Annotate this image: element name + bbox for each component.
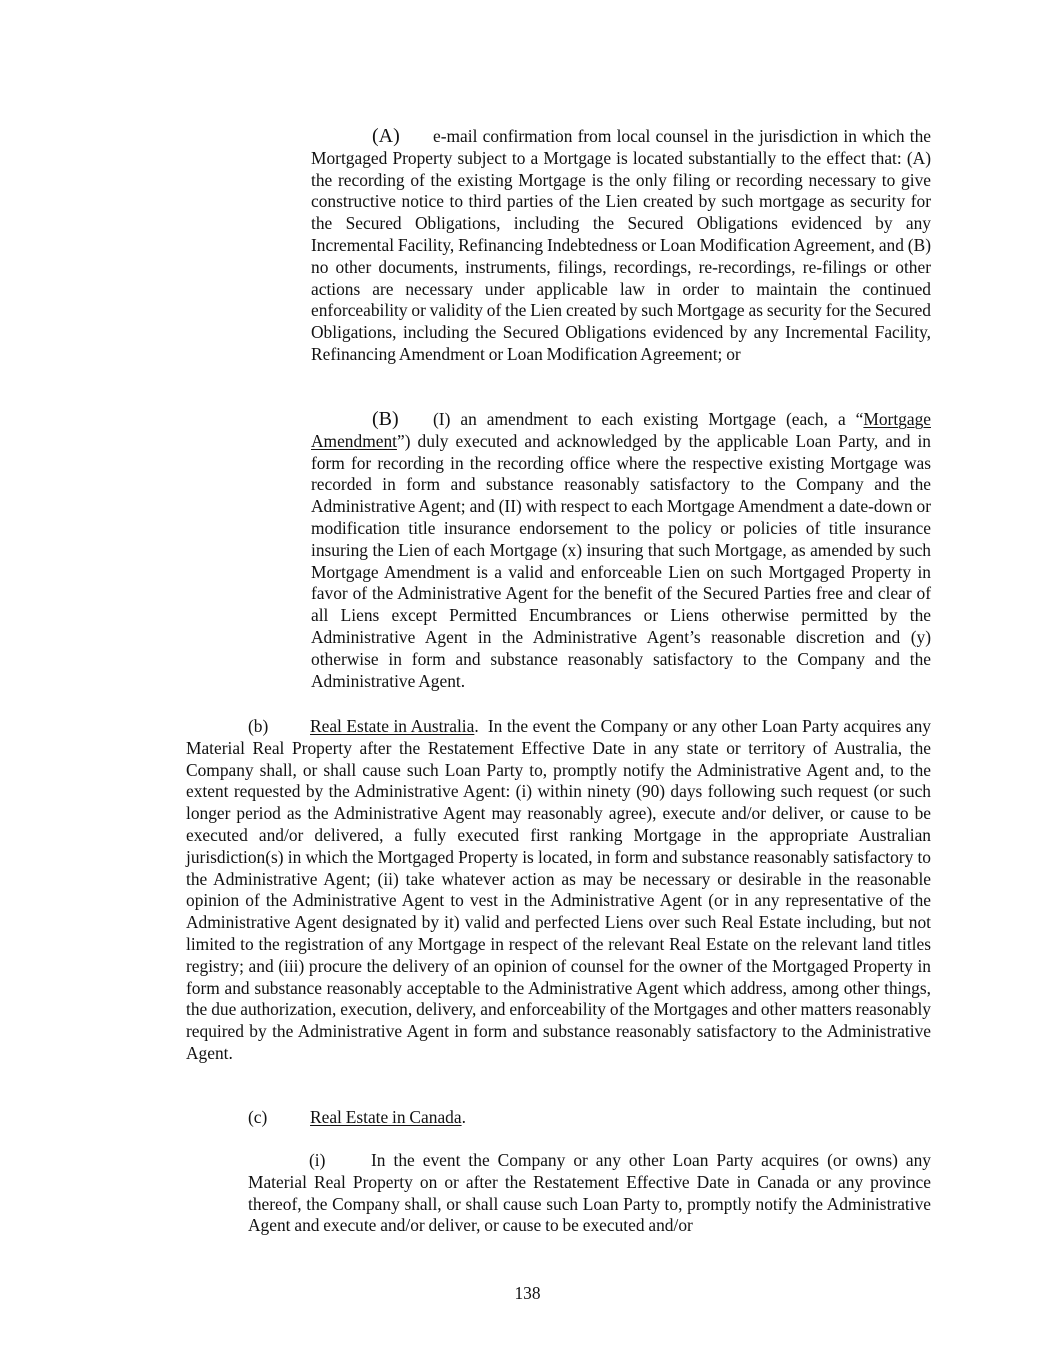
paragraph-A [311,126,931,366]
section-heading-canada: Real Estate in Canada [310,1107,462,1127]
paragraph-c-i [248,1150,931,1237]
paragraph-B [311,409,931,692]
section-heading-australia: Real Estate in Australia [310,716,475,736]
paragraph-B-text-after: ”) duly executed and acknowledged by the applicable Loan Party, and in form for recording in the recording office where the respective existing Mortgage was recorded in form and substance reasonably satisfactory to the Company and the Administrative Agent; and (II) with respect to each Mortgage Amendment a date-down or modification title insurance endorsement to the policy or policies of title insurance insuring the Lien of each Mortgage (x) insuring that such Mortgage, as amended by such Mortgage Amendment is a valid and enforceable Lien on such Mortgaged Property in favor of the Administrative Agent for the benefit of the Secured Parties free and clear of all Liens except Permitted Encumbrances or Liens otherwise permitted by the Administrative Agent in the Administrative Agent’s reasonable discretion and (y) otherwise in form and substance reasonably satisfactory to the Company and the Administrative Agent. [311,430,931,691]
paragraph-c-i-text: In the event the Company or any other Loan Party acquires (or owns) any Material Real Property on or after the Restatement Effective Date in Canada or any province thereof, the Company shall, or shall cause such Loan Party to, promptly notify the Administrative Agent and execute and/or deliver, or cause to be executed and/or [248,1150,931,1236]
paragraph-B-marker: (B) [372,408,399,430]
paragraph-b-real-estate-australia [186,716,931,1065]
paragraph-b-marker: (b) [248,716,269,736]
paragraph-c-marker: (c) [248,1107,268,1127]
defined-term-mortgage-amendment: Mortgage Amendment [311,409,931,451]
paragraph-c-i-marker: (i) [309,1150,326,1170]
paragraph-B-text-before: (I) an amendment to each existing Mortgage (each, a “ [433,409,864,429]
paragraph-A-marker: (A) [372,125,400,147]
paragraph-A-text: e-mail confirmation from local counsel in the jurisdiction in which the Mortgaged Property subject to a Mortgage is located substantially to the effect that: (A) the recording of the existing Mortgage is the only filing or recording necessary to give constructive notice to third parties of the Lien created by such mortgage as security for the Secured Obligations, including the Secured Obligations evidenced by any Incremental Facility, Refinancing Indebtedness or Loan Modification Agreement, and (B) no other documents, instruments, filings, recordings, re-recordings, re-filings or other actions are necessary under applicable law in order to maintain the continued enforceability or validity of the Lien created by such Mortgage as security for the Secured Obligations, including the Secured Obligations evidenced by any Incremental Facility, Refinancing Amendment or Loan Modification Agreement; or [311,126,931,364]
paragraph-c-real-estate-canada [186,1107,931,1129]
section-heading-canada-suffix: . [461,1107,466,1127]
page-number: 138 [514,1283,541,1303]
section-heading-australia-suffix: . [474,716,479,736]
paragraph-b-text: In the event the Company or any other Loan Party acquires any Material Real Property after the Restatement Effective Date in any state or territory of Australia, the Company shall, or shall cause such Loan Party to, promptly notify the Administrative Agent and, to the extent requested by the Administrative Agent: (i) within ninety (90) days following such request (or such longer period as the Administrative Agent may reasonably agree), execute and/or deliver, or cause to be executed and/or delivered, a fully executed first ranking Mortgage in the appropriate Australian jurisdiction(s) in which the Mortgaged Property is located, in form and substance reasonably satisfactory to the Administrative Agent; (ii) take whatever action as may be necessary or desirable in the reasonable opinion of the Administrative Agent to vest in the Administrative Agent (or in any representative of the Administrative Agent designated by it) valid and perfected Liens over such Real Estate including, but not limited to the registration of any Mortgage in respect of the relevant Real Estate on the relevant land titles registry; and (iii) procure the delivery of an opinion of counsel for the owner of the Mortgaged Property in form and substance reasonably acceptable to the Administrative Agent which address, among other things, the due authorization, execution, delivery, and enforceability of the Mortgages and other matters reasonably required by the Administrative Agent in form and substance reasonably satisfactory to the Administrative Agent. [186,716,931,1063]
